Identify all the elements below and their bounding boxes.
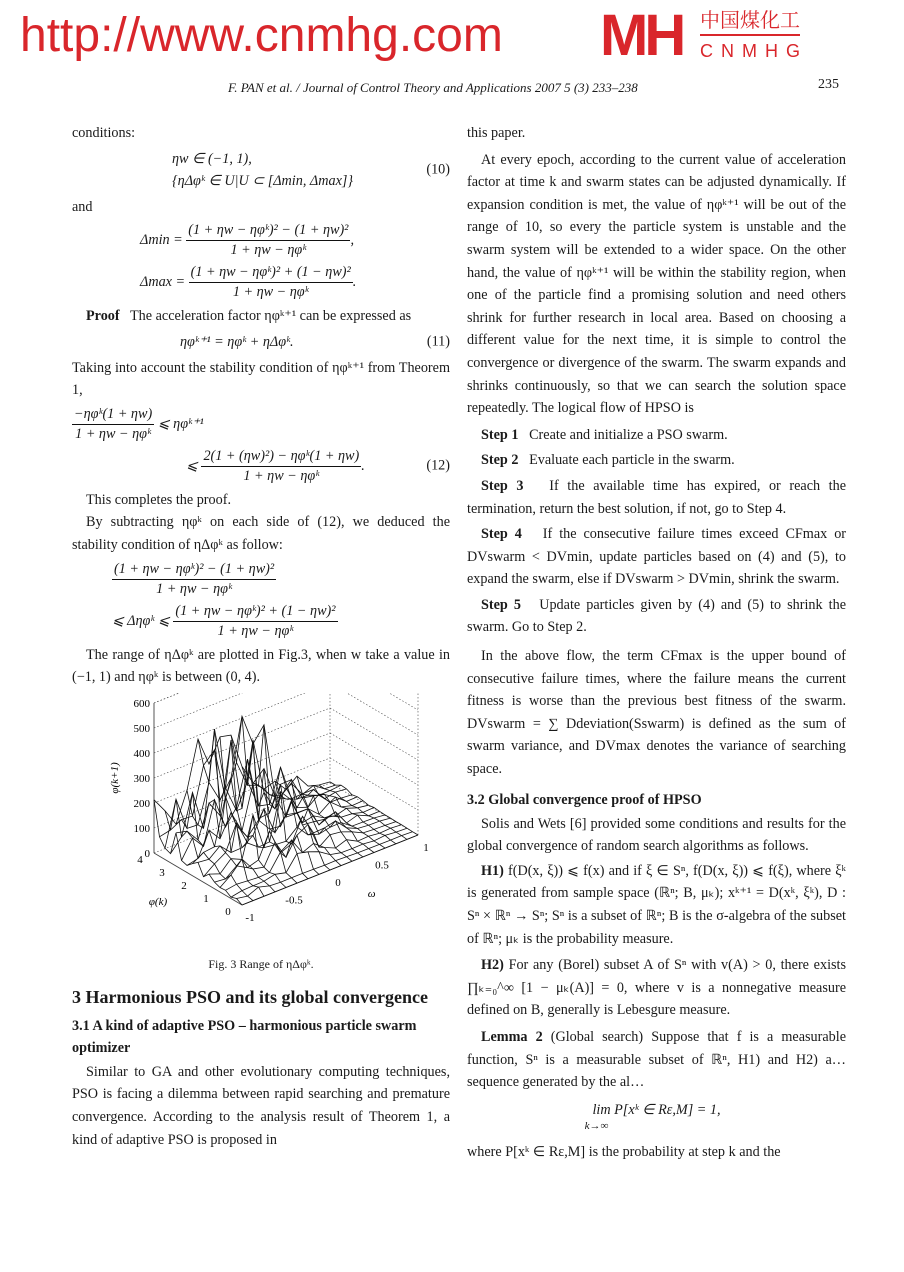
- condition-h2: [467, 954, 846, 1022]
- step-2: [467, 449, 846, 472]
- w-axis-label: ω: [367, 887, 376, 900]
- axis-line: [154, 853, 242, 905]
- step-5: [467, 594, 846, 639]
- axis-line: [330, 693, 418, 735]
- equation-number: (10): [426, 161, 450, 178]
- limit-expression: lim P[xᵏ ∈ Rε,M] = 1,: [592, 1101, 721, 1118]
- rhs: ⩽ ηφᵏ⁺¹: [157, 415, 204, 432]
- section-3-2-heading: 3.2 Global convergence proof of HPSO: [467, 791, 702, 808]
- axis-line: [154, 693, 330, 753]
- text-conditions: conditions:: [72, 125, 136, 141]
- z-tick-label: 100: [133, 822, 150, 835]
- axis-line: [154, 693, 330, 703]
- watermark-logo-chinese: 中国煤化工: [700, 8, 800, 36]
- lhs: Δmin =: [140, 232, 183, 249]
- equation-10: [72, 148, 450, 193]
- numerator: (1 + ηw − ηφᵏ)² − (1 + ηw)²: [186, 221, 350, 241]
- phi-tick-label: 2: [181, 879, 187, 892]
- numerator: (1 + ηw − ηφᵏ)² + (1 − ηw)²: [173, 602, 337, 622]
- denominator: 1 + ηw − ηφᵏ: [230, 242, 307, 259]
- h1-label: H1): [481, 862, 504, 879]
- paragraph-where: where P[xᵏ ∈ Rε,M] is the probability at step k and the: [467, 1143, 781, 1160]
- equation-delta-min: Δmin = $\frac{\text{(1 + ηw − ηφᵏ)² − (1 + ηw)²}}{\text{1 + ηw − ηφᵏ}}$ ,: [140, 222, 354, 259]
- left-column: [72, 122, 450, 1151]
- right-column: [467, 122, 846, 1163]
- w-tick-label: -1: [245, 911, 255, 924]
- step-text: If the consecutive failure times exceed CFmax or DVswarm < DVmin, update particles based on (4) and (5), to expand the swarm, else if DVswarm > DVmin, shrink the swarm.: [467, 526, 847, 588]
- w-tick-label: 1: [423, 841, 429, 854]
- denominator: 1 + ηw − ηφᵏ: [75, 425, 151, 442]
- w-tick-label: -0.5: [285, 894, 303, 907]
- equation-13-line2: [72, 602, 450, 641]
- mesh-line: [171, 729, 347, 854]
- section-3-heading: 3 Harmonious PSO and its global convergence: [72, 986, 429, 1007]
- figure-3-surface-plot: [72, 693, 450, 955]
- denominator: 1 + ηw − ηφᵏ: [217, 622, 294, 639]
- axis-line: [330, 758, 418, 810]
- phi-tick-label: 1: [203, 892, 209, 905]
- h2-label: H2): [481, 957, 504, 974]
- h2-text: For any (Borel) subset A of Sⁿ with v(A) > 0, there exists ∏ₖ₌₀^∞ [1 − μₖ(A)] = 0, where v is a nonnegative measure defined on B, generally is Lebesgure measure.: [467, 957, 847, 1019]
- limit-subscript: k→∞: [584, 1119, 609, 1132]
- equation-11: [72, 331, 450, 354]
- lhs: ⩽ Δηφᵏ ⩽: [112, 612, 170, 629]
- watermark-logo-english: CNMHG: [700, 41, 808, 61]
- equation-10-line1: ηw ∈ (−1, 1),: [172, 150, 252, 167]
- denominator: 1 + ηw − ηφᵏ: [156, 580, 232, 597]
- z-tick-label: 200: [133, 797, 150, 810]
- w-tick-label: 0: [335, 876, 341, 889]
- lemma-2: [467, 1026, 846, 1094]
- mesh-line: [319, 785, 407, 839]
- z-tick-label: 0: [144, 847, 150, 860]
- step-label: Step 4: [481, 526, 522, 543]
- paragraph-range: The range of ηΔφᵏ are plotted in Fig.3, when w take a value in (−1, 1) and ηφᵏ is between (0, 4).: [72, 646, 450, 686]
- equation-10-line2: {ηΔφᵏ ∈ U|U ⊂ [Δmin, Δmax]}: [172, 173, 354, 190]
- axis-line: [154, 693, 330, 703]
- paragraph-epoch: At every epoch, according to the current value of acceleration factor at time k and swarm states can be adjusted dynamically. If expansion condition is met, the value of ηφᵏ⁺¹ will be out of the range of 10, so every the particle system is unstable and the swarm system will be extended to a wider space. On the other hand, the value of ηφᵏ⁺¹ will be within the stability region, when one of the particle find a promising solution and need others shrink for further research in local area. Based on choosing a different value for the next time, it is simple to control the convergence or divergence of the swarm. The swarm expands and shrinks continuously, so that we can search the solution space repeatedly. The logical flow of HPSO is: [467, 151, 846, 417]
- denominator: 1 + ηw − ηφᵏ: [232, 284, 309, 301]
- paragraph-solis: Solis and Wets [6] provided some conditions and results for the global convergence of random search algorithms as follows.: [467, 815, 846, 855]
- z-tick-label: 600: [133, 697, 150, 710]
- condition-h1: [467, 860, 846, 950]
- equation-number: (11): [426, 333, 450, 350]
- page-number: 235: [818, 77, 839, 92]
- step-label: Step 5: [481, 596, 521, 613]
- numerator: 2(1 + (ηw)²) − ηφᵏ(1 + ηw): [201, 447, 361, 467]
- step-text: If the available time has expired, or reach the termination, return the best solution, if not, go to Step 4.: [467, 477, 846, 517]
- hpso-steps: [467, 424, 846, 639]
- phi-tick-label: 0: [225, 905, 231, 918]
- phi-tick-label: 4: [137, 853, 143, 866]
- numerator: (1 + ηw − ηφᵏ)² − (1 + ηw)²: [112, 560, 276, 580]
- running-header: F. PAN et al. / Journal of Control Theory and Applications 2007 5 (3) 233–238: [228, 80, 638, 95]
- equation-11-body: ηφᵏ⁺¹ = ηφᵏ + ηΔφᵏ.: [180, 333, 294, 350]
- axis-line: [154, 733, 330, 803]
- paragraph-subtracting: By subtracting ηφᵏ on each side of (12), we deduced the stability condition of ηΔφᵏ as follow:: [72, 514, 450, 553]
- phi-tick-label: 3: [159, 866, 165, 879]
- numerator: −ηφᵏ(1 + ηw): [72, 405, 154, 425]
- text-this-paper: this paper.: [467, 125, 526, 141]
- phi-axis-label: φ(k): [148, 895, 168, 908]
- proof-label: Proof: [86, 308, 120, 325]
- step-3: [467, 475, 846, 520]
- z-tick-label: 500: [133, 722, 150, 735]
- numerator: (1 + ηw − ηφᵏ)² + (1 − ηw)²: [189, 263, 353, 283]
- paragraph-flow: In the above flow, the term CFmax is the upper bound of consecutive failure times, where the failure means the current fitness is worse than the previous best fitness of the swarm. DVswarm = ∑ Ddeviation(Sswarm) is defined as the sum of swarm variance, and DVmax denotes the variance of searching space.: [467, 648, 846, 778]
- equation-number: (12): [426, 457, 450, 474]
- step-label: Step 2: [481, 452, 519, 469]
- w-tick-label: 0.5: [375, 859, 389, 872]
- lemma-label: Lemma 2: [481, 1028, 543, 1045]
- section-3-1-heading: 3.1 A kind of adaptive PSO – harmonious particle swarm optimizer: [72, 1017, 417, 1056]
- h1-text: f(D(x, ξ)) ⩽ f(x) and if ξ ∈ Sⁿ, f(D(x, ξ)) ⩽ f(ξ), where ξᵏ is generated from sample space (ℝⁿ; B, μₖ); xᵏ⁺¹ = D(xᵏ, ξᵏ), D : Sⁿ × ℝⁿ → Sⁿ; Sⁿ is a subset of ℝⁿ; B is the σ-algebra of the subset of ℝⁿ; μₖ is the probability measure.: [467, 862, 846, 947]
- watermark-url: http://www.cnmhg.com: [20, 9, 503, 62]
- watermark-logo-mark: MH: [600, 3, 683, 68]
- step-text: Create and initialize a PSO swarm.: [529, 426, 728, 443]
- paragraph-completes: This completes the proof.: [86, 491, 231, 508]
- paragraph-taking: Taking into account the stability condition of ηφᵏ⁺¹ from Theorem 1,: [72, 359, 450, 399]
- z-axis-label: φ(k+1): [109, 762, 121, 794]
- step-text: Evaluate each particle in the swarm.: [529, 452, 735, 469]
- step-text: Update particles given by (4) and (5) to shrink the swarm. Go to Step 2.: [467, 596, 847, 636]
- figure-caption: Fig. 3 Range of ηΔφᵏ.: [208, 956, 314, 971]
- denominator: 1 + ηw − ηφᵏ: [243, 467, 320, 484]
- equation-13-line1: [72, 560, 450, 599]
- proof-text: The acceleration factor ηφᵏ⁺¹ can be expressed as: [130, 308, 412, 325]
- z-tick-label: 300: [133, 772, 150, 785]
- axis-line: [154, 693, 330, 728]
- lemma-text: (Global search) Suppose that f is a measurable function, Sⁿ is a measurable subset of ℝⁿ, H1) and H2) a… sequence generated by the al…: [467, 1028, 846, 1091]
- step-4: [467, 523, 846, 591]
- axis-line: [330, 733, 418, 785]
- equation-12-line2: ⩽ $\frac{\text{2(1 + (ηw)²) − ηφᵏ(1 + ηw)}}{\text{1 + ηw − ηφᵏ}}$ . (12): [186, 447, 450, 484]
- step-label: Step 3: [481, 477, 524, 494]
- equation-delta-max: Δmax = $\frac{\text{(1 + ηw − ηφᵏ)² + (1 − ηw)²}}{\text{1 + ηw − ηφᵏ}}$ .: [140, 264, 357, 301]
- step-label: Step 1: [481, 426, 519, 443]
- axis-line: [330, 708, 418, 760]
- paragraph-3-1: Similar to GA and other evolutionary computing techniques, PSO is facing a dilemma between rapid searching and premature convergence. According to the analysis result of Theorem 1, a kind of adaptive PSO is proposed in: [72, 1063, 450, 1148]
- lhs: Δmax =: [140, 274, 186, 291]
- proof-paragraph: [72, 305, 450, 328]
- text-and: and: [72, 198, 93, 215]
- equation-limit: [467, 1100, 846, 1133]
- mesh-line: [154, 800, 242, 905]
- step-1: [467, 424, 846, 447]
- z-tick-label: 400: [133, 747, 150, 760]
- axis-line: [330, 693, 418, 710]
- equation-12-line1: [72, 405, 450, 444]
- lhs: ⩽: [186, 457, 198, 474]
